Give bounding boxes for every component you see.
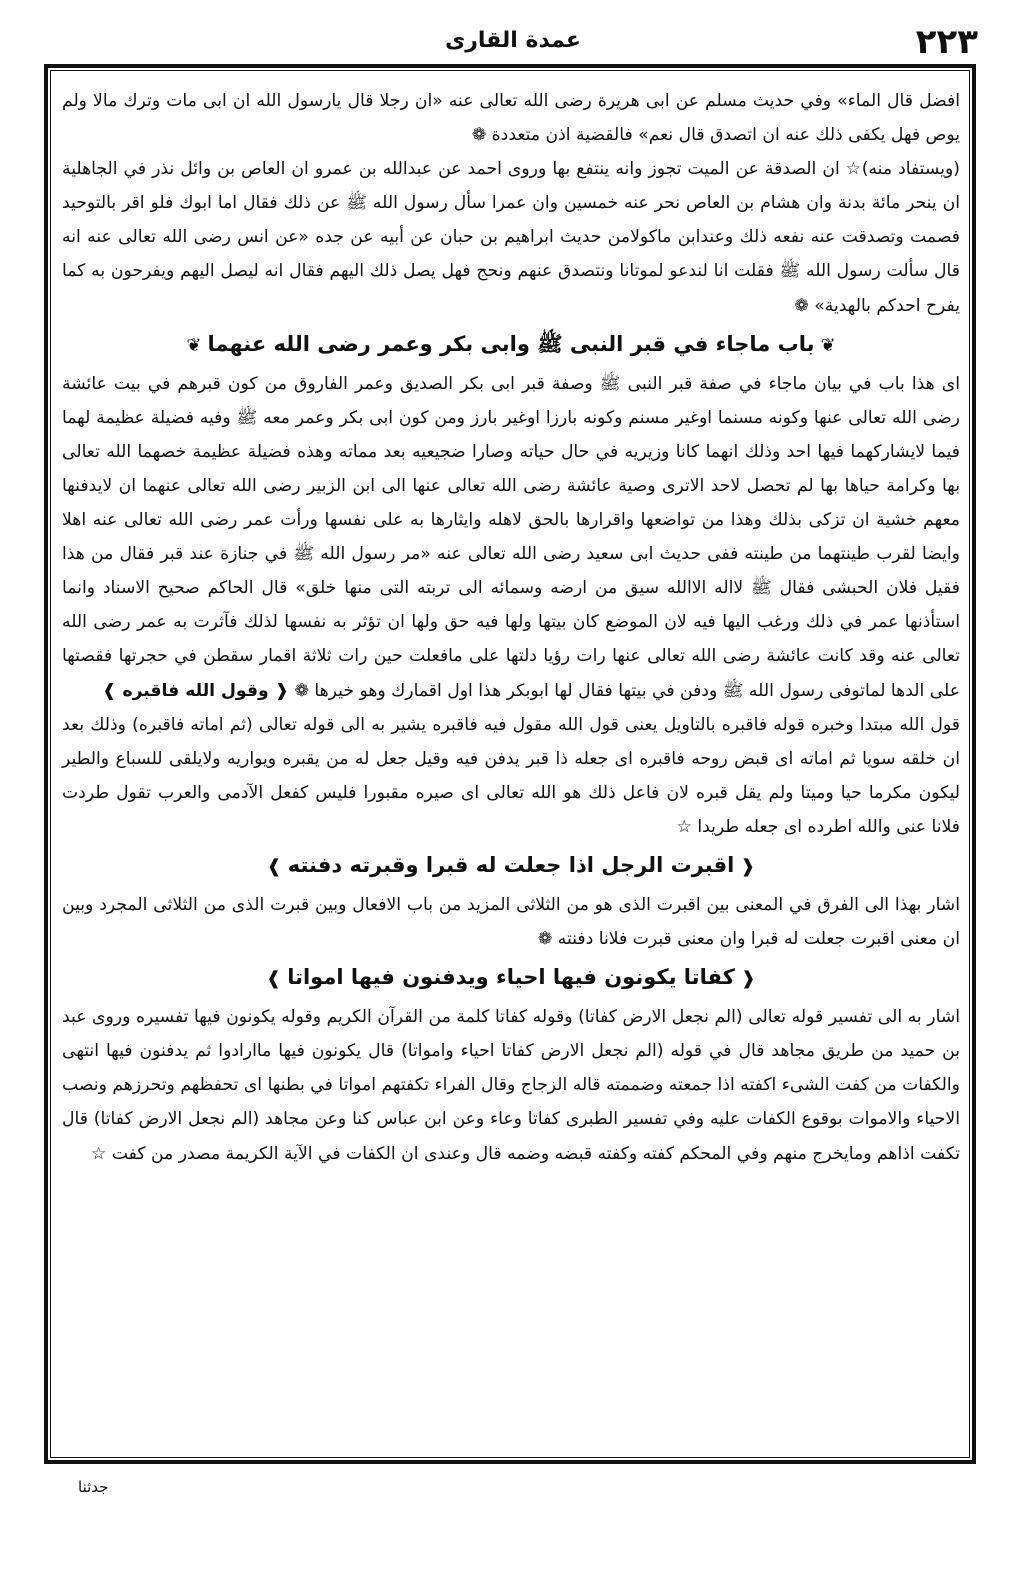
chapter-heading-text: باب ماجاء في قبر النبی ﷺ وابی بكر وعمر رضی الله عنهما	[207, 331, 815, 356]
paragraph-sadaqa-for-dead: (ويستفاد منه)☆ ان الصدقة عن الميت تجوز وانه ينتفع بها وروى احمد عن عبدالله بن عمرو ان العاص بن وائل نذر في الجاهلية ان ينحر مائة بدنة وان هشام بن العاص نحر عنه خمسين وان عمرا سأل رسول الله ﷺ عن ذلك فقال اما ابوك فلو اقر بالتوحيد فصمت وتصدقت عنه نفعه ذلك وعندابن ماكولامن حديث ابراهيم بن حبان عن أبيه عن جده «عن انس رضی الله تعالى عنه انه قال سألت رسول الله ﷺ فقلت انا لندعو لموتانا ونتصدق عنهم ونحج فهل يصل ذلك اليهم فقال انه ليصل اليهم ويفرحون به كما يفرح احدكم بالهدية» ❁	[62, 159, 960, 316]
inline-heading-faqbarahu: ❰ وقول الله فاقبره ❱	[102, 680, 290, 701]
heading-kifatan	[62, 958, 960, 998]
page-body	[62, 84, 960, 1452]
ornament-icon: ❱	[266, 855, 282, 877]
heading-text: اقبرت الرجل اذا جعلت له قبرا وقبرته دفنته	[287, 852, 735, 877]
running-title: عمدة القاری	[445, 28, 581, 53]
paragraph-hadith-muslim: افضل قال الماء» وفي حديث مسلم عن ابی هريرة رضی الله تعالى عنه «ان رجلا قال يارسول الله ان ابی مات وترك مالا ولم يوص فهل يكفی ذلك عنه ان اتصدق قال نعم» فالقضية اذن متعددة ❁	[62, 91, 960, 146]
inline-heading-text: وقول الله فاقبره	[122, 680, 269, 701]
paragraph-chapter-commentary	[62, 367, 960, 708]
ornament-icon: ❰	[740, 968, 756, 990]
ornament-icon: ❦	[186, 334, 202, 356]
ornament-icon: ❰	[740, 855, 756, 877]
heading-aqbartu	[62, 846, 960, 886]
paragraph-text: ای هذا باب في بيان ماجاء في صفة قبر النبی ﷺ وصفة قبر ابی بكر الصديق وعمر الفاروق من كون قبرهم في بيت عائشة رضی الله تعالى عنها وكونه مسنما اوغير مسنم وكونه بارزا اوغير بارز ومن كون ابی بكر وعمر معه ﷺ وفيه فضيلة عظيمة لهما فيما لايشاركهما فيها احد وذلك انهما كانا وزيريه في حال حياته وصارا ضجيعيه بعد مماته وهذه فضيلة عظيمة خصهما الله تعالى بها وكرامة حياها بها لم تحصل لاحد الاترى وصية عائشة رضی الله تعالى عنها الى ابن الزبير رضی الله تعالى عنهما ان لايدفنها معهم خشية ان تزكى بذلك وهذا من تواضعها واقرارها بالحق لاهله وايثارها به على نفسها ورأت عمر رضی الله تعالى عنه اهلا وايضا لقرب طينتهما من طينته ففی حديث ابی سعيد رضی الله تعالى عنه «مر رسول الله ﷺ في جنازة عند قبر فقال من هذا فقيل فلان الحبشی فقال ﷺ لااله الاالله سيق من ارضه وسمائه الى تربته التی منها خلق» قال الحاكم صحيح الاسناد وانما استأذنها عمر في ذلك ورغب اليها فيه لان الموضع كان بيتها ولها فيه حق ولها ان تؤثر به نفسها لذلك فآثرت به عمر رضی الله تعالى عنه وقد كانت عائشة رضی الله تعالى عنها رات رؤيا دلتها على مافعلت حين رات ثلاثة اقمار سقطن في حجرتها فقصتها على الدها لماتوفی رسول الله ﷺ ودفن في بيتها فقال لها ابوبكر هذا اول اقمارك وهو خيرها ❁	[62, 373, 960, 701]
heading-text: كفاتا يكونون فيها احياء ويدفنون فيها امواتا	[287, 965, 735, 990]
paragraph-aqbartu-explanation: اشار بهذا الى الفرق في المعنى بين اقبرت الذی هو من الثلاثی المزيد من باب الافعال وبين قبرت الذی من الثلاثی المجرد وبين ان معنى اقبرت جعلت له قبرا وان معنى قبرت فلانا دفنته ❁	[62, 894, 960, 950]
paragraph-faqbarahu-explanation: قول الله مبتدا وخبره قوله فاقبره بالتاويل يعنی قول الله مقول فيه فاقبره يشير به الى قوله تعالى (ثم اماته فاقبره) وذلك بعد ان خلقه سويا ثم اماته ای قبض روحه فاقبره ای جعله ذا قبر يدفن فيه وقيل جعل له من يقبره ويواريه ولايلقى للسباع والطير ليكون مكرما حيا وميتا ولم يقل قبره لان فاعل ذلك هو الله تعالى ای صيره مقبورا فليس كفعل الآدمی والعرب تقول طردت فلانا عنی والله اطرده ای جعله طريدا ☆	[62, 714, 960, 837]
ornament-icon: ❱	[266, 968, 282, 990]
page-number: ۲۲۳	[915, 22, 978, 62]
footer-signature: جدثنا	[78, 1478, 109, 1496]
ornament-icon: ❦	[820, 334, 836, 356]
page-header	[48, 22, 978, 66]
chapter-heading-grave-of-prophet	[62, 325, 960, 365]
paragraph-kifatan-explanation: اشار به الى تفسير قوله تعالى (الم نجعل الارض كفاتا) وقوله كفاتا كلمة من القرآن الكريم وقوله يكونون فيها تفسيره وروى عبد بن حميد من طريق مجاهد قال في قوله (الم نجعل الارض كفاتا احياء وامواتا) قال يكونون فيها ماارادوا ثم يدفنون فيها انتهى والكفات من كفت الشیء اكفته اذا جمعته وضممته قاله الزجاج وقال الفراء تكفتهم امواتا في بطنها ای تحفظهم وتحرزهم ونصب الاحياء والاموات بوقوع الكفات عليه وفي تفسير الطبری كفاتا وعاء وعن ابن عباس كنا وعن مجاهد (الم نجعل الارض كفاتا) قال تكفت اذاهم ومايخرج منهم وفي المحكم كفته وكفته قبضه وضمه قال وعندی ان الكفات في الآية الكريمة مصدر من كفت ☆	[62, 1007, 960, 1164]
